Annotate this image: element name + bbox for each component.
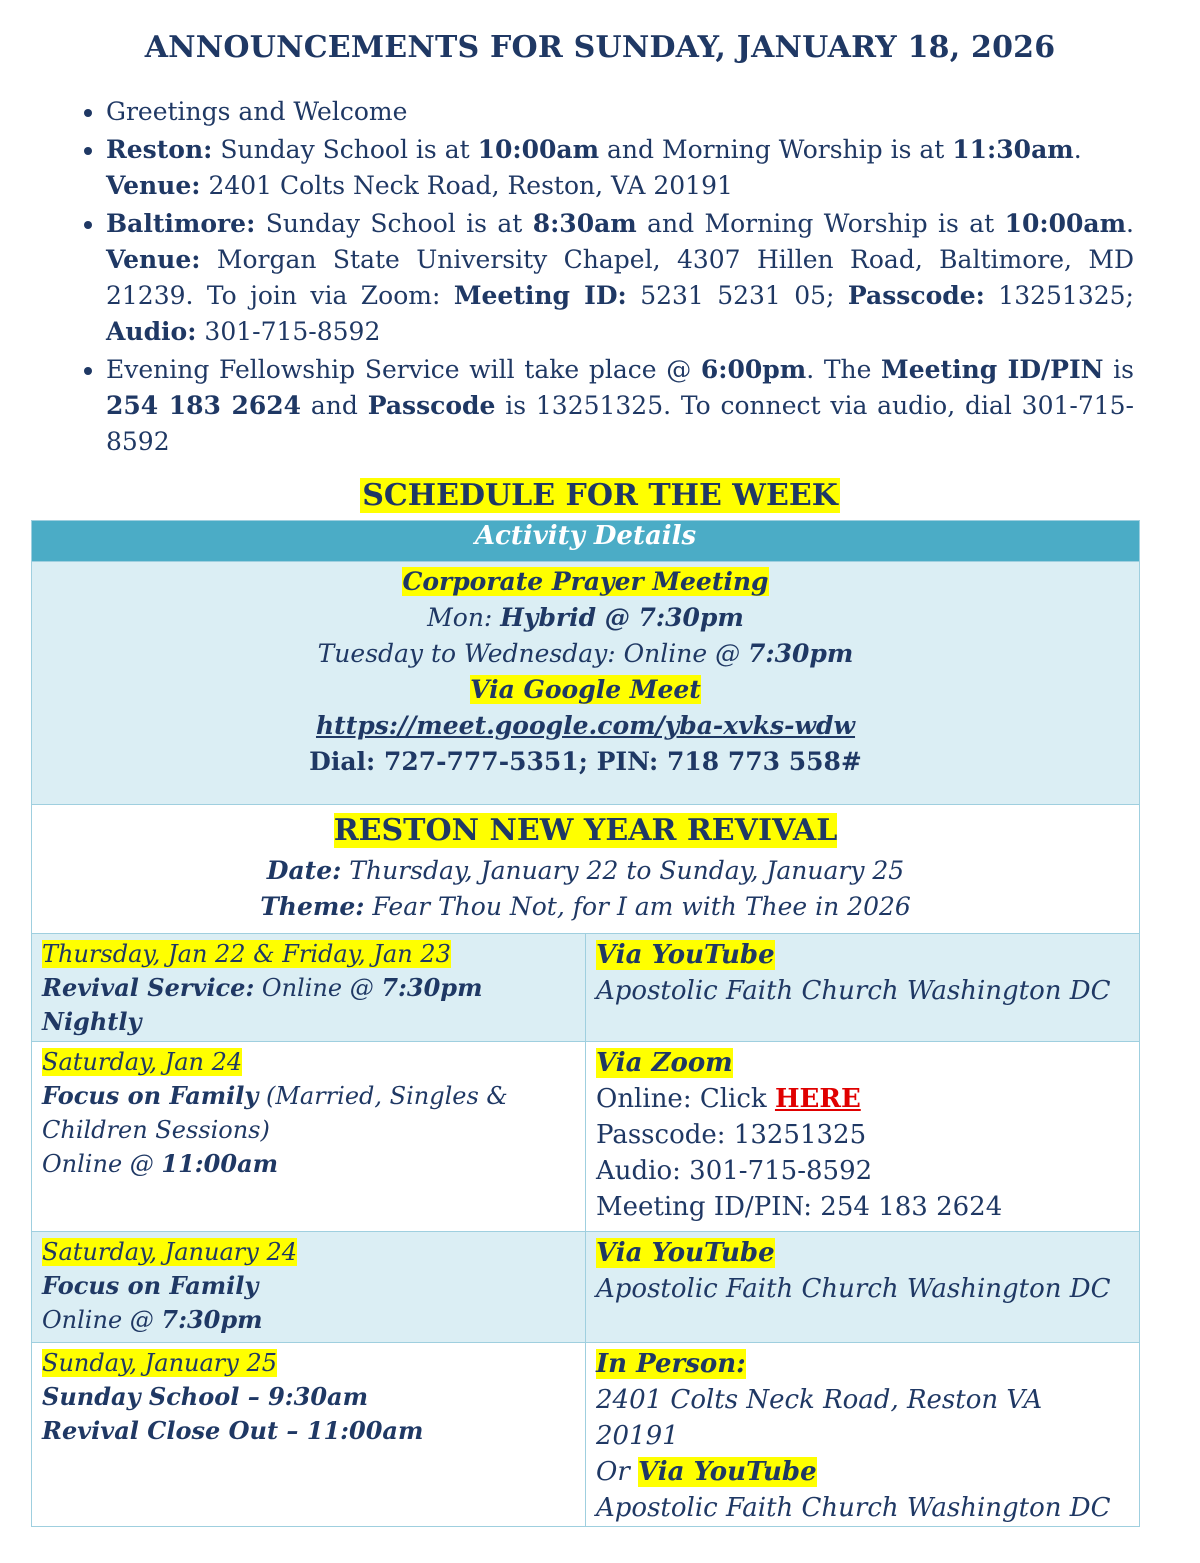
row1-detail: Online @ (254, 974, 382, 1002)
row4-left (32, 1343, 586, 1527)
table-row (32, 1232, 1140, 1343)
prayer-mon-mode: Hybrid @ 7:30pm (500, 603, 744, 632)
revival-title: RESTON NEW YEAR REVIVAL (333, 813, 838, 848)
row4-or: Or (596, 1457, 639, 1487)
row2-event: Focus on Family (42, 1081, 259, 1110)
row4-where: Apostolic Faith Church Washington DC (596, 1493, 1111, 1523)
table-row (32, 1343, 1140, 1527)
prayer-tue-time: 7:30pm (748, 639, 854, 668)
row1-left (32, 934, 586, 1042)
reston-text-3: . (1073, 135, 1082, 164)
schedule-table (31, 520, 1140, 1527)
announcement-greeting: • Greetings and Welcome (106, 94, 1134, 130)
table-row (32, 934, 1140, 1042)
row2-pin: Meeting ID/PIN: 254 183 2624 (596, 1192, 1003, 1222)
row2-left (32, 1042, 586, 1232)
baltimore-text-2: and Morning Worship is at (636, 209, 1005, 238)
row4-address: 2401 Colts Neck Road, Reston VA 20191 (596, 1385, 1043, 1451)
row3-time: 7:30pm (161, 1305, 263, 1334)
revival-date-label: Date: (266, 856, 342, 885)
row3-left (32, 1232, 586, 1343)
baltimore-text-1: Sunday School is at (255, 209, 533, 238)
row4-line1: Sunday School – 9:30am (42, 1382, 369, 1411)
schedule-title (0, 478, 1200, 513)
row3-day: Saturday, January 24 (42, 1238, 297, 1266)
evening-text-2: . The (806, 355, 882, 384)
row3-online: Online @ (42, 1306, 162, 1334)
row4-via2: Via YouTube (638, 1457, 817, 1487)
row2-day: Saturday, Jan 24 (42, 1048, 243, 1076)
table-row (32, 1042, 1140, 1232)
row2-detail: (Married, Singles & Children Sessions) (42, 1082, 508, 1144)
row1-right (586, 934, 1140, 1042)
row4-right (586, 1343, 1140, 1527)
baltimore-text-3: . (1126, 209, 1134, 238)
row2-audio: Audio: 301-715-8592 (596, 1156, 873, 1186)
row3-where: Apostolic Faith Church Washington DC (596, 1274, 1111, 1304)
row3-via: Via YouTube (596, 1238, 775, 1268)
evening-text-3: is (1103, 355, 1134, 384)
announcement-list (66, 94, 1134, 462)
evening-text-4: and (301, 391, 368, 420)
row2-click: Online: Click (596, 1084, 775, 1114)
prayer-meeting-cell (32, 562, 1140, 805)
reston-mw-time: 11:30am (952, 135, 1074, 164)
row4-via: In Person: (596, 1349, 746, 1379)
revival-date: Thursday, January 22 to Sunday, January 25 (341, 856, 905, 885)
schedule-header: Activity Details (32, 521, 1140, 562)
row2-right (586, 1042, 1140, 1232)
reston-text-1: Sunday School is at (212, 135, 478, 164)
prayer-title: Corporate Prayer Meeting (402, 567, 769, 596)
row4-day: Sunday, January 25 (42, 1349, 278, 1377)
reston-venue: 2401 Colts Neck Road, Reston, VA 20191 (200, 171, 733, 200)
baltimore-passcode-label: Passcode: (847, 281, 985, 310)
evening-text-1: Evening Fellowship Service will take place @ (106, 355, 701, 384)
prayer-tue-mid: : Online @ (607, 639, 749, 668)
reston-label: Reston: (106, 135, 213, 164)
announcement-baltimore (106, 206, 1134, 350)
baltimore-ss-time: 8:30am (532, 209, 637, 238)
evening-pin: 254 183 2624 (106, 391, 302, 420)
row1-time: 7:30pm Nightly (42, 973, 483, 1036)
zoom-here-link[interactable]: HERE (774, 1084, 861, 1114)
announcement-evening (106, 352, 1134, 460)
schedule-title-text: SCHEDULE FOR THE WEEK (362, 478, 838, 513)
announcement-reston (106, 132, 1134, 204)
row3-right (586, 1232, 1140, 1343)
row2-online: Online @ (42, 1150, 162, 1178)
row2-via: Via Zoom (596, 1048, 733, 1078)
page-title: ANNOUNCEMENTS FOR SUNDAY, JANUARY 18, 2026 (144, 30, 1056, 65)
row1-day: Thursday, Jan 22 & Friday, Jan 23 (42, 940, 451, 968)
prayer-via: Via Google Meet (470, 675, 701, 704)
reston-venue-label: Venue: (106, 171, 201, 200)
row3-event: Focus on Family (42, 1271, 259, 1300)
reston-ss-time: 10:00am (477, 135, 600, 164)
revival-cell (32, 805, 1140, 934)
baltimore-audio-label: Audio: (106, 317, 197, 346)
baltimore-meeting-id: 5231 5231 05; (626, 281, 848, 310)
baltimore-passcode: 13251325; (984, 281, 1134, 310)
baltimore-mw-time: 10:00am (1004, 209, 1127, 238)
revival-theme: Fear Thou Not, for I am with Thee in 2026 (364, 892, 911, 921)
baltimore-venue-label: Venue: (106, 245, 201, 274)
evening-passcode-label: Passcode (367, 391, 496, 420)
baltimore-venue: Morgan State University Chapel, 4307 Hillen Road, Baltimore, MD 21239. To join via Zoom: (106, 245, 1134, 310)
row1-event: Revival Service: (42, 973, 255, 1002)
row1-via: Via YouTube (596, 940, 775, 970)
row1-where: Apostolic Faith Church Washington DC (596, 976, 1111, 1006)
prayer-dial: Dial: 727-777-5351; PIN: 718 773 558# (309, 747, 862, 776)
baltimore-meeting-label: Meeting ID: (453, 281, 627, 310)
evening-time: 6:00pm (700, 355, 807, 384)
baltimore-audio: 301-715-8592 (196, 317, 381, 346)
evening-pin-label: Meeting ID/PIN (881, 355, 1104, 384)
prayer-mon-prefix: Mon: (427, 603, 501, 632)
reston-text-2: and Morning Worship is at (599, 135, 953, 164)
google-meet-link[interactable]: https://meet.google.com/yba-xvks-wdw (315, 711, 856, 740)
row2-passcode: Passcode: 13251325 (596, 1120, 867, 1150)
baltimore-label: Baltimore: (106, 209, 256, 238)
prayer-tue-prefix: Tuesday to Wednesday (317, 639, 608, 668)
row4-line2: Revival Close Out – 11:00am (42, 1416, 424, 1445)
revival-theme-label: Theme: (260, 892, 365, 921)
row2-time: 11:00am (161, 1149, 279, 1178)
evening-text-5: is 13251325. To connect via audio, dial 301-715-8592 (106, 391, 1135, 456)
